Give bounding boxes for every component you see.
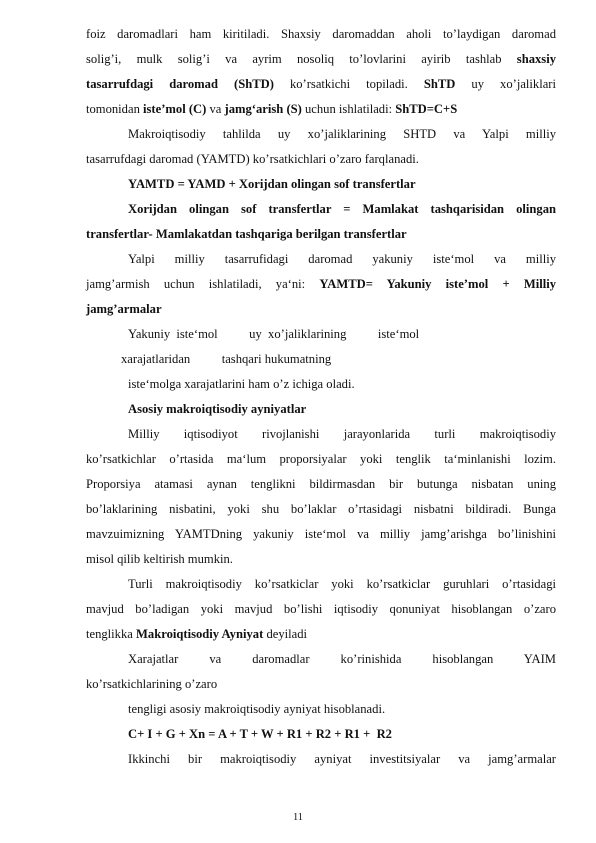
paragraph-line: foiz daromadlari ham kiritiladi. Shaxsiy daromaddan aholi to’laydigan daromad [86, 27, 556, 41]
paragraph-line: bo’laklarining nisbatini, yoki shu bo’laklar o’rtasidagi nisbatni bildiradi. Bunga [86, 502, 556, 516]
page-number: 11 [292, 812, 304, 823]
bold-term: jamg‘arish (S) [224, 102, 302, 116]
paragraph-line: mavzuimizning YAMTDning yakuniy iste‘mol va milliy jamg’arishga bo’linishini [86, 527, 556, 541]
text-run: deyiladi [266, 627, 308, 641]
formula-line: Xorijdan olingan sof transfertlar = Mamlakat tashqarisidan olingan [128, 202, 556, 216]
formula: C+ I + G + Xn = A + T + W + R1 + R2 + R1 + R2 [128, 727, 392, 741]
text-run: solig’i, mulk solig’i va ayrim nosoliq to’lovlarini ayirib tashlab [86, 52, 502, 66]
paragraph-line: Xarajatlar va daromadlar ko’rinishida hisoblangan YAIM [128, 652, 556, 666]
paragraph-line: ko’rsatkichlarining o’zaro [86, 677, 218, 691]
paragraph-line [86, 76, 556, 92]
paragraph-line: mavjud bo’ladigan yoki mavjud bo’lishi iqtisodiy qonuniyat hisoblangan o’zaro [86, 602, 556, 616]
bold-term: tasarrufdagi daromad (ShTD) [86, 77, 274, 91]
text-run: ko’rsatkichi topiladi. [289, 77, 408, 91]
paragraph-line: Yakuniy iste‘mol uy xo’jaliklarining iste‘mol [128, 327, 420, 341]
bold-term: Makroiqtisodiy Ayniyat [136, 627, 264, 641]
paragraph-line [86, 51, 556, 67]
text-run: jamg’armish uchun ishlatiladi, ya‘ni: [86, 277, 306, 291]
text-run: tenglikka [86, 627, 133, 641]
paragraph-line: xarajatlaridan tashqari hukumatning [121, 352, 332, 366]
paragraph-line: tasarrufdagi daromad (YAMTD) ko’rsatkichlari o’zaro farqlanadi. [86, 152, 419, 166]
bold-term: shaxsiy [516, 52, 556, 66]
formula: YAMTD = YAMD + Xorijdan olingan sof transfertlar [128, 177, 416, 191]
bold-term: ShTD [423, 77, 456, 91]
paragraph-line [86, 101, 556, 117]
formula-inline: ShTD=C+S [395, 102, 458, 116]
section-heading: Asosiy makroiqtisodiy ayniyatlar [128, 402, 307, 416]
paragraph-line: Makroiqtisodiy tahlilda uy xo’jaliklarining SHTD va Yalpi milliy [128, 127, 556, 141]
paragraph-line: Milliy iqtisodiyot rivojlanishi jarayonlarida turli makroiqtisodiy [128, 427, 556, 441]
formula-line: transfertlar- Mamlakatdan tashqariga berilgan transfertlar [86, 227, 407, 241]
paragraph-line: ko’rsatkichlar o’rtasida ma‘lum proporsiyalar yoki tenglik ta‘minlanishi lozim. [86, 452, 556, 466]
paragraph-line: iste‘molga xarajatlarini ham o’z ichiga oladi. [128, 377, 355, 391]
paragraph-line: tengligi asosiy makroiqtisodiy ayniyat hisoblanadi. [128, 702, 386, 716]
bold-term: iste’mol (C) [143, 102, 207, 116]
text-run: va [209, 102, 222, 116]
paragraph-line [86, 276, 556, 292]
paragraph-line: Ikkinchi bir makroiqtisodiy ayniyat investitsiyalar va jamg’armalar [128, 752, 556, 766]
paragraph-line: Turli makroiqtisodiy ko’rsatkiclar yoki ko’rsatkiclar guruhlari o’rtasidagi [128, 577, 556, 591]
formula-inline: jamg’armalar [86, 302, 162, 316]
paragraph-line: Yalpi milliy tasarrufidagi daromad yakuniy iste‘mol va milliy [128, 252, 556, 266]
text-run: tomonidan [86, 102, 140, 116]
paragraph-line [86, 626, 556, 642]
paragraph-line: misol qilib keltirish mumkin. [86, 552, 233, 566]
text-run: uchun ishlatiladi: [305, 102, 393, 116]
text-run: uy xo’jaliklari [471, 77, 556, 91]
paragraph-line: Proporsiya atamasi aynan tenglikni bildirmasdan bir butunga nisbatan uning [86, 477, 556, 491]
formula-inline: YAMTD= Yakuniy iste’mol + Milliy [319, 277, 556, 291]
